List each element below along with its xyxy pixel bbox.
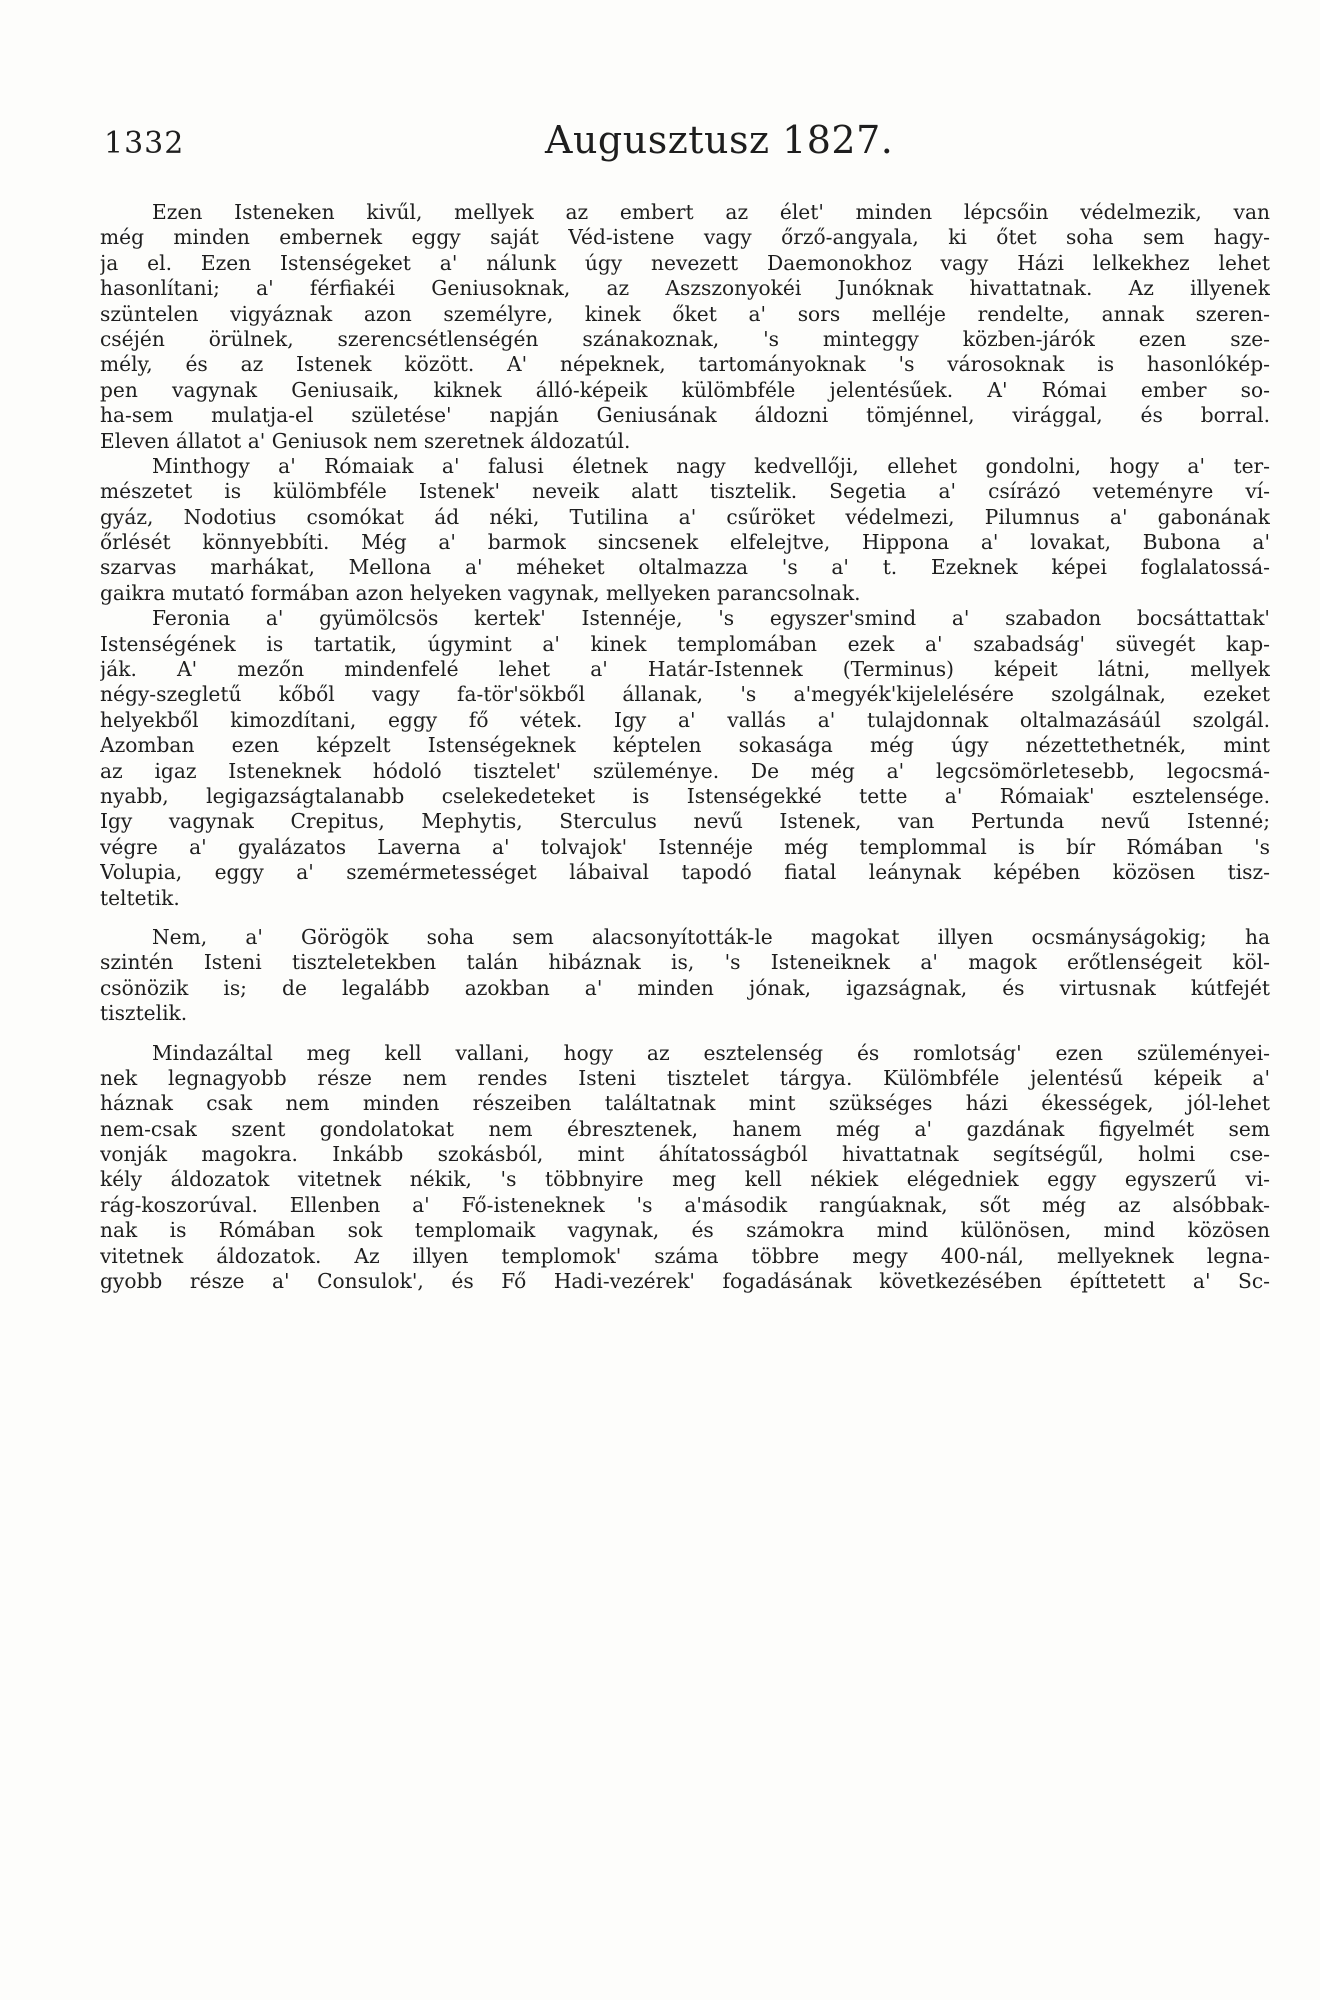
text-line: rág-koszorúval. Ellenben a' Fő-isteneknek 's a'második rangúaknak, sőt még az alsóbbak- xyxy=(100,1192,1270,1217)
text-line: vonják magokra. Inkább szokásból, mint áhítatosságból hivattatnak segítségűl, holmi cse- xyxy=(100,1142,1270,1167)
text-line: hasonlítani; a' férfiakéi Geniusoknak, az Aszszonyokéi Junóknak hivattatnak. Az illyenek xyxy=(100,276,1270,301)
text-line: nem-csak szent gondolatokat nem ébresztenek, hanem még a' gazdának figyelmét sem xyxy=(100,1116,1270,1141)
paragraph-4 xyxy=(100,925,1270,1027)
text-line: őrlését könnyebbíti. Még a' barmok sincsenek elfelejtve, Hippona a' lovakat, Bubona a' xyxy=(100,530,1270,555)
paragraph-5 xyxy=(100,1041,1270,1295)
text-line: tisztelik. xyxy=(100,1001,188,1026)
text-line: nak is Rómában sok templomaik vagynak, és számokra mind különösen, mind közösen xyxy=(100,1218,1270,1243)
text-line: Eleven állatot a' Geniusok nem szeretnek áldozatúl. xyxy=(100,428,631,453)
text-line: ja el. Ezen Istenségeket a' nálunk úgy nevezett Daemonokhoz vagy Házi lelkekhez lehet xyxy=(100,250,1270,275)
text-line: pen vagynak Geniusaik, kiknek álló-képeik külömbféle jelentésűek. A' Római ember so- xyxy=(100,377,1270,402)
text-line: négy-szegletű kőből vagy fa-tör'sökből állanak, 's a'megyék'kijelelésére szolgálnak, ezeket xyxy=(100,682,1270,707)
text-line: nyabb, legigazságtalanabb cselekedeteket is Istenségekké tette a' Rómaiak' esztelensége. xyxy=(100,783,1270,808)
text-line: Volupia, eggy a' szemérmetességet lábaival tapodó fiatal leánynak képében közösen tisz- xyxy=(100,860,1270,885)
paragraph-2 xyxy=(100,454,1270,606)
text-line: Feronia a' gyümölcsös kertek' Istennéje, 's egyszer'smind a' szabadon bocsáttattak' xyxy=(152,606,1270,631)
text-line: Istenségének is tartatik, úgymint a' kinek templomában ezek a' szabadság' süvegét kap- xyxy=(100,631,1270,656)
text-line: szarvas marhákat, Mellona a' méheket oltalmazza 's a' t. Ezeknek képei foglalatossá- xyxy=(100,555,1270,580)
paragraph-3 xyxy=(100,606,1270,911)
text-line: az igaz Isteneknek hódoló tisztelet' szüleménye. De még a' legcsömörletesebb, legocsmá- xyxy=(100,758,1270,783)
body-text xyxy=(100,200,1270,1294)
text-line: szintén Isteni tiszteletekben talán hibáznak is, 's Isteneiknek a' magok erőtlenségeit köl- xyxy=(100,950,1270,975)
text-line: Igy vagynak Crepitus, Mephytis, Sterculus nevű Istenek, van Pertunda nevű Istenné; xyxy=(100,809,1270,834)
text-line: Minthogy a' Rómaiak a' falusi életnek nagy kedvellőji, ellehet gondolni, hogy a' ter- xyxy=(152,453,1270,478)
running-title: Augusztusz 1827. xyxy=(545,118,894,162)
text-line: teltetik. xyxy=(100,885,180,910)
text-line: cséjén örülnek, szerencsétlenségén szánakoznak, 's minteggy közben-járók ezen sze- xyxy=(100,326,1270,351)
text-line: Ezen Isteneken kivűl, mellyek az embert az élet' minden lépcsőin védelmezik, van xyxy=(152,200,1270,224)
text-line: ják. A' mezőn mindenfelé lehet a' Határ-Istennek (Terminus) képeit látni, mellyek xyxy=(100,657,1270,682)
text-line: gyáz, Nodotius csomókat ád néki, Tutilina a' csűröket védelmezi, Pilumnus a' gabonának xyxy=(100,504,1270,529)
text-line: helyekből kimozdítani, eggy fő vétek. Igy a' vallás a' tulajdonnak oltalmazásáúl szolgál. xyxy=(100,707,1270,732)
text-line: végre a' gyalázatos Laverna a' tolvajok' Istennéje még templommal is bír Rómában 's xyxy=(100,834,1270,859)
paragraph-1 xyxy=(100,200,1270,454)
page-number: 1332 xyxy=(104,126,185,161)
text-line: gaikra mutató formában azon helyeken vagynak, mellyeken parancsolnak. xyxy=(100,580,861,605)
paragraph-gap xyxy=(100,1027,1270,1041)
text-line: Nem, a' Görögök soha sem alacsonyították-le magokat illyen ocsmányságokig; ha xyxy=(152,924,1270,949)
text-line: mély, és az Istenek között. A' népeknek, tartományoknak 's városoknak is hasonlókép- xyxy=(100,352,1270,377)
text-line: Mindazáltal meg kell vallani, hogy az esztelenség és romlotság' ezen szüleményei- xyxy=(152,1040,1270,1065)
page-header xyxy=(100,118,1260,168)
text-line: Azomban ezen képzelt Istenségeknek képtelen sokasága még úgy nézettethetnék, mint xyxy=(100,733,1270,758)
text-line: ha-sem mulatja-el születése' napján Geniusának áldozni tömjénnel, virággal, és borral. xyxy=(100,403,1270,428)
text-line: háznak csak nem minden részeiben találtatnak mint szükséges házi ékességek, jól-lehet xyxy=(100,1091,1270,1116)
paragraph-gap xyxy=(100,911,1270,925)
text-line: csönözik is; de legalább azokban a' minden jónak, igazságnak, és virtusnak kútfejét xyxy=(100,975,1270,1000)
text-line: még minden embernek eggy saját Véd-istene vagy őrző-angyala, ki őtet soha sem hagy- xyxy=(100,225,1270,250)
text-line: nek legnagyobb része nem rendes Isteni tisztelet tárgya. Külömbféle jelentésű képeik a' xyxy=(100,1065,1270,1090)
text-line: mészetet is külömbféle Istenek' neveik alatt tisztelik. Segetia a' csírázó veteményre ví- xyxy=(100,479,1270,504)
text-line: gyobb része a' Consulok', és Fő Hadi-vezérek' fogadásának következésében építtetett a' Sc- xyxy=(100,1269,1270,1294)
text-line: szüntelen vigyáznak azon személyre, kinek őket a' sors melléje rendelte, annak szeren- xyxy=(100,301,1270,326)
text-line: kély áldozatok vitetnek nékik, 's többnyire meg kell nékiek elégedniek eggy egyszerű vi- xyxy=(100,1167,1270,1192)
text-line: vitetnek áldozatok. Az illyen templomok' száma többre megy 400-nál, mellyeknek legna- xyxy=(100,1243,1270,1268)
